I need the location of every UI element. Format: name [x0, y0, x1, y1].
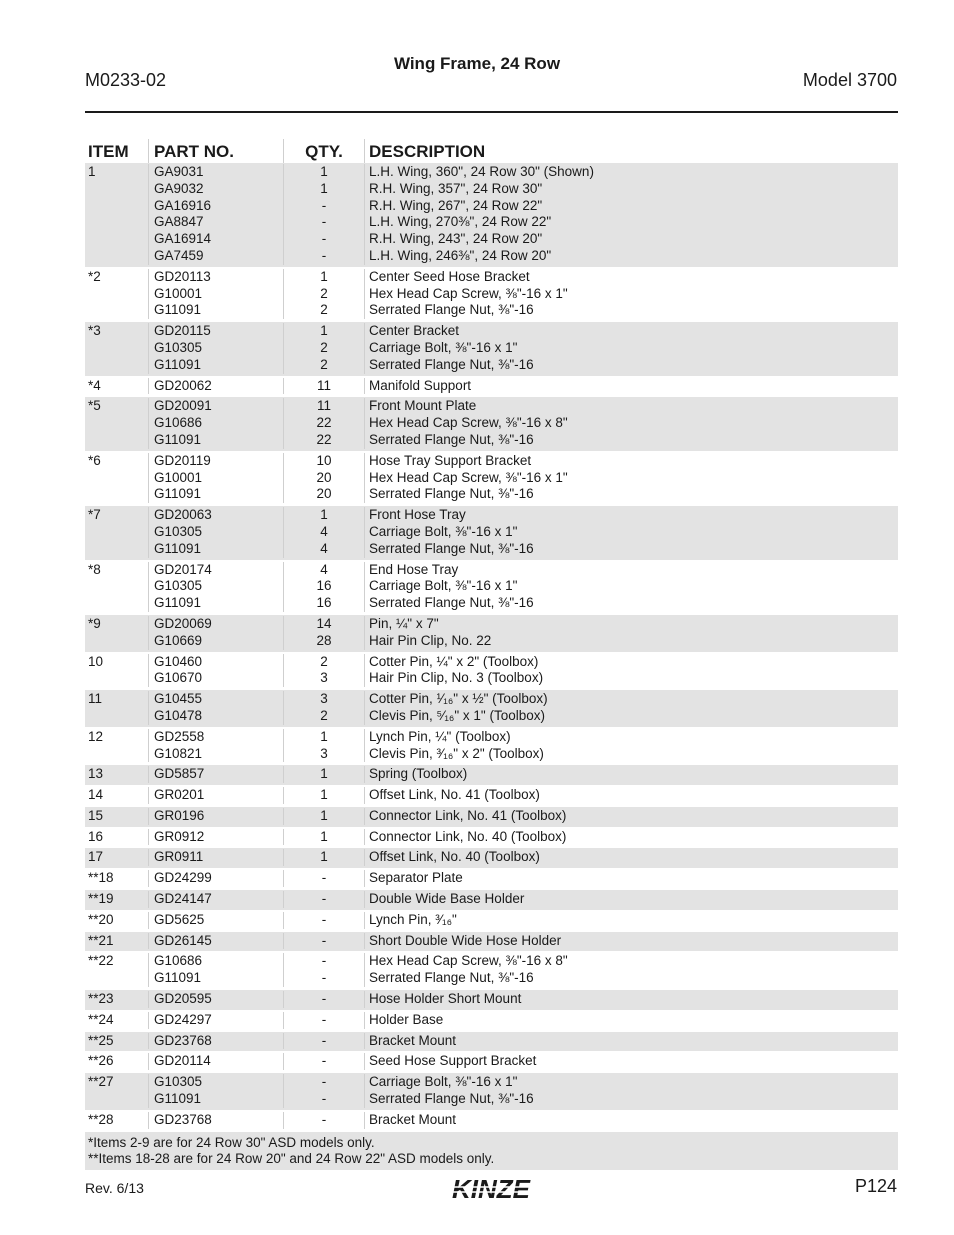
table-body: [85, 163, 898, 1132]
table-row: [85, 1111, 898, 1132]
row-description: End Hose Tray Carriage Bolt, ⅜"-16 x 1" Serrated Flange Nut, ⅜"-16: [364, 562, 898, 612]
row-description: Seed Hose Support Bracket: [364, 1053, 898, 1070]
row-item: *5: [88, 398, 101, 414]
row-description: Bracket Mount: [364, 1033, 898, 1050]
row-qty: -: [283, 1033, 364, 1050]
row-part-no: GR0912: [148, 829, 283, 846]
row-part-no: GD20174 G10305 G11091: [148, 562, 283, 612]
row-item: **20: [88, 911, 114, 927]
row-item: **19: [88, 891, 114, 907]
table-header: [85, 139, 898, 163]
row-description: Front Mount Plate Hex Head Cap Screw, ⅜"-16 x 8" Serrated Flange Nut, ⅜"-16: [364, 398, 898, 448]
row-item: 15: [88, 807, 104, 823]
table-row: [85, 952, 898, 990]
row-part-no: GD20119 G10001 G11091: [148, 453, 283, 503]
row-item: 16: [88, 828, 104, 844]
row-part-no: GD20595: [148, 991, 283, 1008]
column-header-part-no: PART NO.: [148, 139, 283, 163]
row-item: **22: [88, 953, 114, 969]
parts-table: [85, 139, 898, 1170]
kinze-logo: [432, 1176, 550, 1204]
row-qty: 11 22 22: [283, 398, 364, 448]
row-qty: -: [283, 933, 364, 950]
column-header-qty: QTY.: [283, 139, 364, 163]
row-qty: 4 16 16: [283, 562, 364, 612]
row-description: Hex Head Cap Screw, ⅜"-16 x 8" Serrated Flange Nut, ⅜"-16: [364, 953, 898, 987]
row-item: **23: [88, 991, 114, 1007]
row-item: **25: [88, 1032, 114, 1048]
page-title: Wing Frame, 24 Row: [393, 54, 561, 73]
page-number: P124: [854, 1176, 897, 1196]
table-row: [85, 1052, 898, 1073]
table-row: [85, 1073, 898, 1111]
row-qty: 1 2 2: [283, 269, 364, 319]
row-item: **26: [88, 1053, 114, 1069]
table-row: [85, 653, 898, 691]
row-part-no: GD20091 G10686 G11091: [148, 398, 283, 448]
row-part-no: G10686 G11091: [148, 953, 283, 987]
row-part-no: GD5857: [148, 766, 283, 783]
row-part-no: GD23768: [148, 1112, 283, 1129]
row-item: **18: [88, 870, 114, 886]
table-row: [85, 690, 898, 728]
row-description: Cotter Pin, ¹⁄₁₆" x ½" (Toolbox) Clevis Pin, ⁵⁄₁₆" x 1" (Toolbox): [364, 691, 898, 725]
row-part-no: G10460 G10670: [148, 654, 283, 688]
logo-wordmark: KINZE: [452, 1176, 530, 1204]
row-description: Front Hose Tray Carriage Bolt, ⅜"-16 x 1" Serrated Flange Nut, ⅜"-16: [364, 507, 898, 557]
header-divider: [85, 111, 898, 113]
table-row: [85, 268, 898, 322]
row-part-no: GD20113 G10001 G11091: [148, 269, 283, 319]
row-item: *3: [88, 323, 101, 339]
row-part-no: GD20115 G10305 G11091: [148, 323, 283, 373]
table-row: [85, 932, 898, 953]
column-header-description: DESCRIPTION: [364, 139, 898, 163]
row-description: Short Double Wide Hose Holder: [364, 933, 898, 950]
row-part-no: G10305 G11091: [148, 1074, 283, 1108]
table-row: [85, 890, 898, 911]
row-item: *2: [88, 268, 101, 284]
row-qty: - -: [283, 953, 364, 987]
column-header-item: ITEM: [88, 142, 129, 161]
table-row: [85, 452, 898, 506]
row-qty: 14 28: [283, 616, 364, 650]
row-description: Pin, ¼" x 7" Hair Pin Clip, No. 22: [364, 616, 898, 650]
row-qty: -: [283, 912, 364, 929]
document-number: M0233-02: [85, 70, 167, 90]
row-qty: -: [283, 1053, 364, 1070]
row-description: Separator Plate: [364, 870, 898, 887]
row-qty: -: [283, 991, 364, 1008]
row-description: Cotter Pin, ¼" x 2" (Toolbox) Hair Pin Clip, No. 3 (Toolbox): [364, 654, 898, 688]
table-row: [85, 377, 898, 398]
row-description: Lynch Pin, ³⁄₁₆": [364, 912, 898, 929]
row-qty: 1: [283, 808, 364, 825]
row-part-no: GD24297: [148, 1012, 283, 1029]
row-part-no: GR0201: [148, 787, 283, 804]
table-row: [85, 397, 898, 451]
table-row: [85, 561, 898, 615]
row-description: Connector Link, No. 40 (Toolbox): [364, 829, 898, 846]
row-item: 17: [88, 849, 104, 865]
table-row: [85, 990, 898, 1011]
table-row: [85, 848, 898, 869]
row-qty: 2 3: [283, 654, 364, 688]
row-qty: 3 2: [283, 691, 364, 725]
table-row: [85, 911, 898, 932]
note-line: *Items 2-9 are for 24 Row 30" ASD models only.: [88, 1134, 375, 1150]
row-description: Center Bracket Carriage Bolt, ⅜"-16 x 1" Serrated Flange Nut, ⅜"-16: [364, 323, 898, 373]
table-row: [85, 506, 898, 560]
table-row: [85, 765, 898, 786]
row-qty: 1 2 2: [283, 323, 364, 373]
model-label: Model 3700: [802, 70, 897, 90]
row-description: Hose Tray Support Bracket Hex Head Cap Screw, ⅜"-16 x 1" Serrated Flange Nut, ⅜"-16: [364, 453, 898, 503]
row-qty: 1: [283, 829, 364, 846]
row-qty: 1 4 4: [283, 507, 364, 557]
row-item: **28: [88, 1111, 114, 1127]
row-part-no: GD26145: [148, 933, 283, 950]
row-description: Lynch Pin, ¼" (Toolbox) Clevis Pin, ³⁄₁₆" x 2" (Toolbox): [364, 729, 898, 763]
row-item: *9: [88, 615, 101, 631]
row-part-no: GD20114: [148, 1053, 283, 1070]
row-description: Offset Link, No. 40 (Toolbox): [364, 849, 898, 866]
row-description: L.H. Wing, 360", 24 Row 30" (Shown) R.H. Wing, 357", 24 Row 30" R.H. Wing, 267", 24 Row 22" L.H. Wing, 270⅜", 24 Row 22" R.H. Wing, 243", 24 Row 20" L.H. Wing, 246⅜", 24 Row 20": [364, 164, 898, 265]
table-notes: [85, 1132, 898, 1170]
row-qty: -: [283, 891, 364, 908]
row-description: Hose Holder Short Mount: [364, 991, 898, 1008]
row-part-no: GD24147: [148, 891, 283, 908]
row-description: Spring (Toolbox): [364, 766, 898, 783]
row-description: Holder Base: [364, 1012, 898, 1029]
table-row: [85, 786, 898, 807]
row-item: 10: [88, 653, 104, 669]
row-qty: -: [283, 1012, 364, 1029]
table-row: [85, 807, 898, 828]
table-row: [85, 615, 898, 653]
table-row: [85, 728, 898, 766]
row-item: *8: [88, 561, 101, 577]
table-row: [85, 1011, 898, 1032]
row-item: 12: [88, 728, 104, 744]
row-qty: -: [283, 870, 364, 887]
row-item: *7: [88, 507, 101, 523]
row-qty: 1: [283, 766, 364, 783]
row-part-no: G10455 G10478: [148, 691, 283, 725]
row-part-no: GD20063 G10305 G11091: [148, 507, 283, 557]
row-qty: 1 3: [283, 729, 364, 763]
row-item: **24: [88, 1011, 114, 1027]
row-item: **27: [88, 1074, 114, 1090]
table-row: [85, 163, 898, 268]
row-part-no: GD5625: [148, 912, 283, 929]
row-part-no: GD24299: [148, 870, 283, 887]
table-row: [85, 828, 898, 849]
row-part-no: GD20062: [148, 378, 283, 395]
note-line: **Items 18-28 are for 24 Row 20" and 24 Row 22" ASD models only.: [88, 1151, 495, 1167]
row-item: *4: [88, 377, 101, 393]
row-description: Double Wide Base Holder: [364, 891, 898, 908]
row-qty: 1 1 - - - -: [283, 164, 364, 265]
table-row: [85, 1032, 898, 1053]
row-item: *6: [88, 452, 101, 468]
row-part-no: GR0911: [148, 849, 283, 866]
row-qty: - -: [283, 1074, 364, 1108]
row-qty: -: [283, 1112, 364, 1129]
row-description: Bracket Mount: [364, 1112, 898, 1129]
row-qty: 11: [283, 378, 364, 395]
revision-label: Rev. 6/13: [85, 1180, 144, 1196]
row-item: **21: [88, 932, 114, 948]
row-description: Connector Link, No. 41 (Toolbox): [364, 808, 898, 825]
table-row: [85, 322, 898, 376]
row-qty: 1: [283, 787, 364, 804]
row-part-no: GD20069 G10669: [148, 616, 283, 650]
row-qty: 1: [283, 849, 364, 866]
row-item: 11: [88, 691, 103, 707]
row-description: Offset Link, No. 41 (Toolbox): [364, 787, 898, 804]
row-item: 14: [88, 787, 104, 803]
row-description: Manifold Support: [364, 378, 898, 395]
table-row: [85, 869, 898, 890]
row-part-no: GD23768: [148, 1033, 283, 1050]
row-qty: 10 20 20: [283, 453, 364, 503]
row-description: Center Seed Hose Bracket Hex Head Cap Screw, ⅜"-16 x 1" Serrated Flange Nut, ⅜"-16: [364, 269, 898, 319]
row-part-no: GD2558 G10821: [148, 729, 283, 763]
row-item: 1: [88, 164, 96, 179]
row-part-no: GA9031 GA9032 GA16916 GA8847 GA16914 GA7459: [148, 164, 283, 265]
row-item: 13: [88, 766, 104, 782]
row-description: Carriage Bolt, ⅜"-16 x 1" Serrated Flange Nut, ⅜"-16: [364, 1074, 898, 1108]
row-part-no: GR0196: [148, 808, 283, 825]
